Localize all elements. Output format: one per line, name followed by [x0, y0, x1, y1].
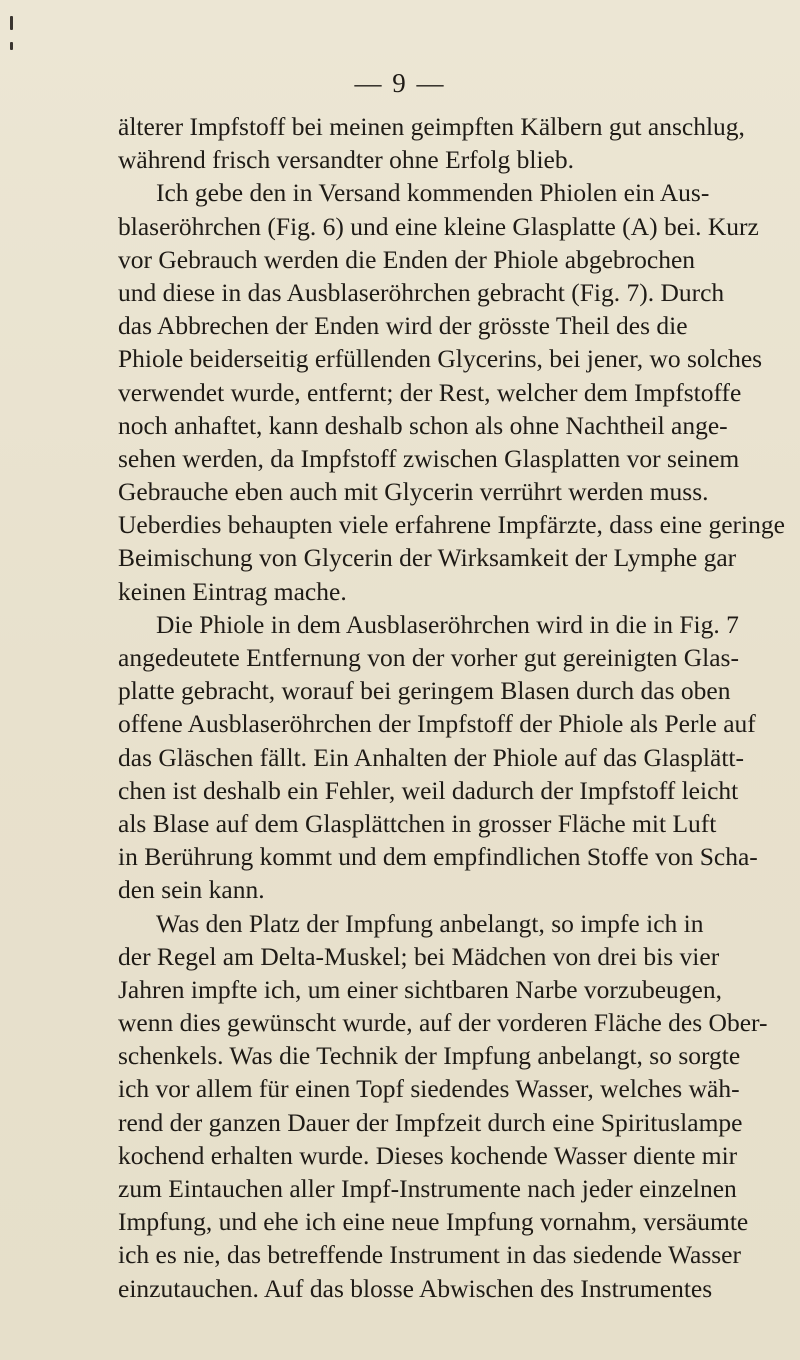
text-line: den sein kann.: [118, 875, 265, 905]
scan-artifact-mark: [10, 42, 13, 50]
text-line: schenkels. Was die Technik der Impfung anbelangt, so sorgte: [118, 1041, 741, 1071]
text-line: Impfung, und ehe ich eine neue Impfung vornahm, versäumte: [118, 1207, 749, 1237]
text-line: ich es nie, das betreffende Instrument in das siedende Wasser: [118, 1240, 741, 1270]
text-line: das Gläschen fällt. Ein Anhalten der Phiole auf das Glasplätt-: [118, 742, 744, 772]
text-line: das Abbrechen der Enden wird der grösste Theil des die: [118, 311, 688, 341]
text-line: offene Ausblaseröhrchen der Impfstoff der Phiole als Perle auf: [118, 709, 756, 739]
text-line: Ich gebe den in Versand kommenden Phiolen ein Aus-: [156, 178, 710, 208]
text-line: vor Gebrauch werden die Enden der Phiole abgebrochen: [118, 244, 696, 274]
text-line: Beimischung von Glycerin der Wirksamkeit der Lymphe gar: [118, 543, 737, 573]
text-line: ich vor allem für einen Topf siedendes Wasser, welches wäh-: [118, 1074, 740, 1104]
text-line: in Berührung kommt und dem empfindlichen Stoffe von Scha-: [118, 842, 758, 872]
scan-artifact-mark: [10, 16, 13, 30]
text-line: sehen werden, da Impfstoff zwischen Glasplatten vor seinem: [118, 443, 740, 473]
text-line: Was den Platz der Impfung anbelangt, so impfe ich in: [156, 908, 704, 938]
text-line: keinen Eintrag mache.: [118, 576, 347, 606]
text-line: noch anhaftet, kann deshalb schon als ohne Nachtheil ange-: [118, 410, 728, 440]
text-line: als Blase auf dem Glasplättchen in grosser Fläche mit Luft: [118, 808, 717, 838]
text-line: wenn dies gewünscht wurde, auf der vorderen Fläche des Ober-: [118, 1008, 768, 1038]
text-line: Die Phiole in dem Ausblaseröhrchen wird in die in Fig. 7: [156, 609, 739, 639]
body-text: [118, 110, 785, 1305]
text-line: und diese in das Ausblaseröhrchen gebracht (Fig. 7). Durch: [118, 277, 725, 307]
text-line: kochend erhalten wurde. Dieses kochende Wasser diente mir: [118, 1140, 738, 1170]
text-line: während frisch versandter ohne Erfolg blieb.: [118, 145, 574, 175]
text-line: blaseröhrchen (Fig. 6) und eine kleine Glasplatte (A) bei. Kurz: [118, 211, 759, 241]
text-line: der Regel am Delta-Muskel; bei Mädchen von drei bis vier: [118, 941, 720, 971]
text-line: Phiole beiderseitig erfüllenden Glycerins, bei jener, wo solches: [118, 344, 763, 374]
page-number: — 9 —: [354, 68, 446, 98]
text-line: verwendet wurde, entfernt; der Rest, welcher dem Impfstoffe: [118, 377, 742, 407]
text-line: Gebrauche eben auch mit Glycerin verrührt werden muss.: [118, 477, 709, 507]
text-line: einzutauchen. Auf das blosse Abwischen des Instrumentes: [118, 1273, 713, 1303]
text-line: rend der ganzen Dauer der Impfzeit durch eine Spirituslampe: [118, 1107, 743, 1137]
text-line: zum Eintauchen aller Impf-Instrumente nach jeder einzelnen: [118, 1174, 737, 1203]
text-line: älterer Impfstoff bei meinen geimpften Kälbern gut anschlug,: [118, 112, 745, 141]
text-line: Jahren impfte ich, um einer sichtbaren Narbe vorzubeugen,: [118, 974, 722, 1004]
text-line: angedeutete Entfernung von der vorher gut gereinigten Glas-: [118, 643, 739, 672]
text-line: platte gebracht, worauf bei geringem Blasen durch das oben: [118, 676, 731, 706]
text-line: Ueberdies behaupten viele erfahrene Impfärzte, dass eine geringe: [118, 510, 785, 540]
text-line: chen ist deshalb ein Fehler, weil dadurch der Impfstoff leicht: [118, 775, 739, 805]
